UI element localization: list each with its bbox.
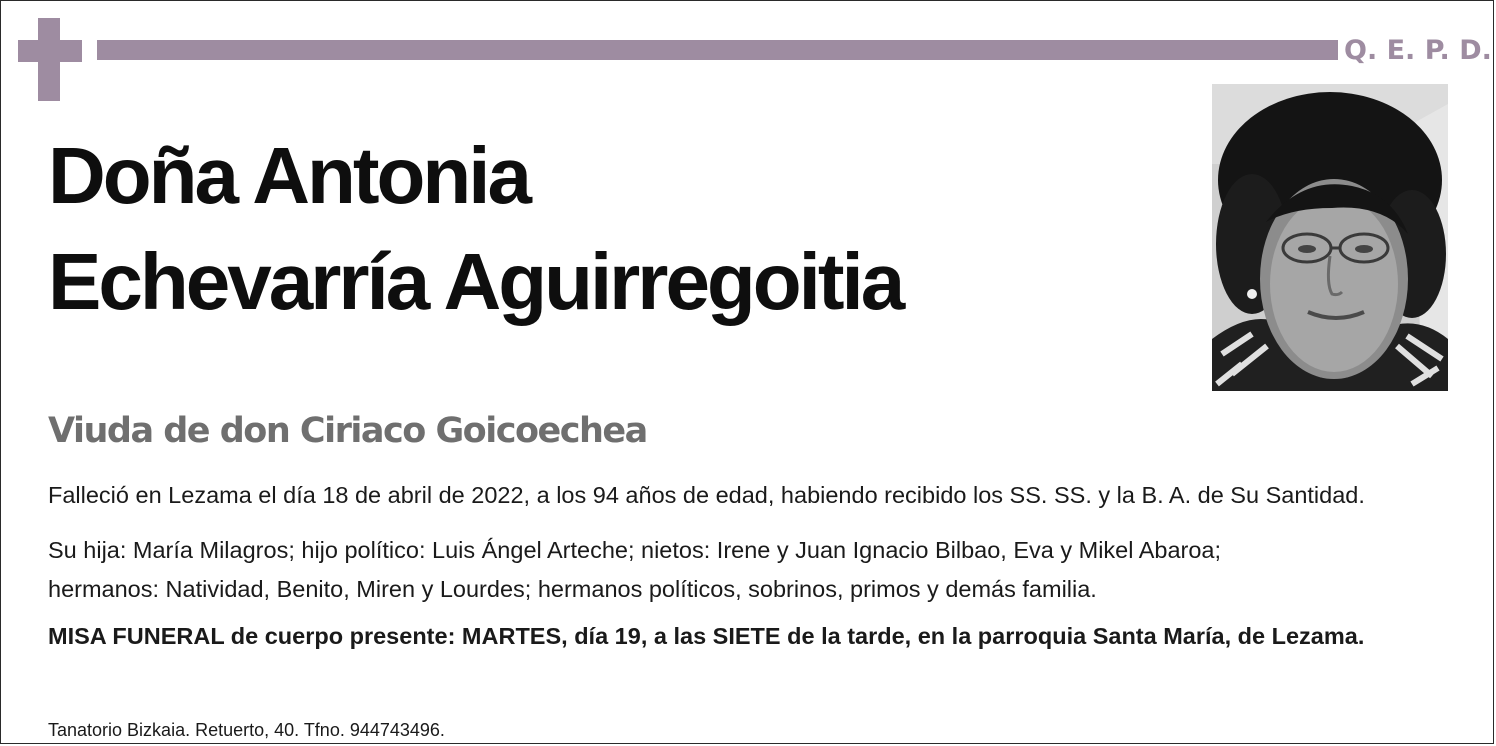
portrait-photo	[1212, 84, 1448, 391]
family-members-text	[48, 531, 1478, 609]
death-notice-text: Falleció en Lezama el día 18 de abril de 2022, a los 94 años de edad, habiendo recibido los SS. SS. y la B. A. de Su Santidad.	[48, 482, 1365, 508]
family-line-2: hermanos: Natividad, Benito, Miren y Lourdes; hermanos políticos, sobrinos, primos y demás familia.	[48, 576, 1097, 602]
funeral-mass-text: MISA FUNERAL de cuerpo presente: MARTES, día 19, a las SIETE de la tarde, en la parroquia Santa María, de Lezama.	[48, 623, 1365, 649]
header-rule	[97, 40, 1338, 60]
widow-of-subtitle: Viuda de don Ciriaco Goicoechea	[48, 411, 647, 451]
family-line-1: Su hija: María Milagros; hijo político: Luis Ángel Arteche; nietos: Irene y Juan Ignacio Bilbao, Eva y Mikel Abaroa;	[48, 537, 1222, 563]
name-line-2: Echevarría Aguirregoitia	[48, 237, 903, 326]
name-line-1: Doña Antonia	[48, 131, 529, 220]
deceased-name	[48, 123, 1198, 335]
qepd-label: Q. E. P. D.	[1344, 35, 1492, 66]
funeral-home-footer: Tanatorio Bizkaia. Retuerto, 40. Tfno. 944743496.	[48, 720, 445, 740]
